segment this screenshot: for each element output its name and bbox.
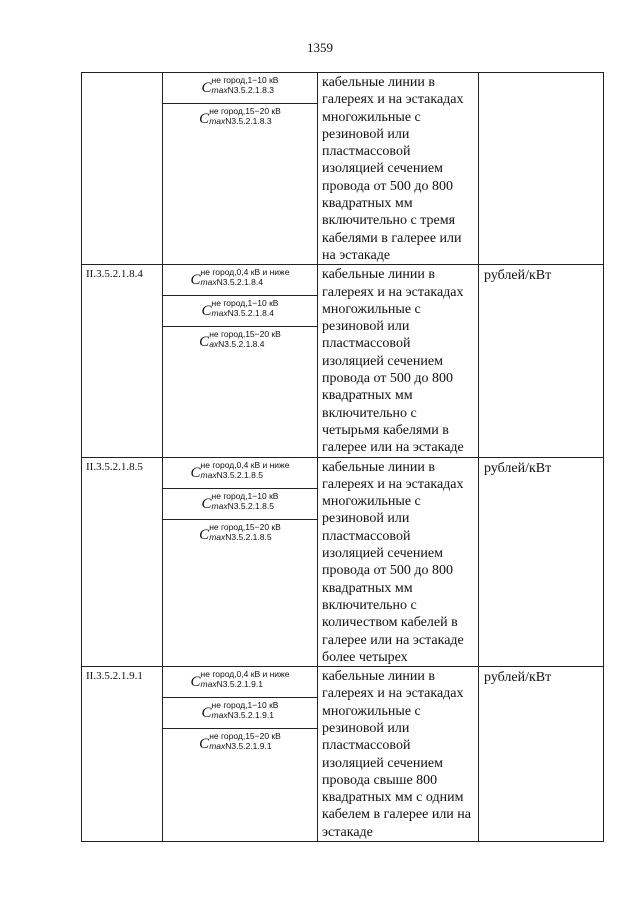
rate-formula [163, 73, 317, 104]
formula-subscript: maxN3.5.2.1.9.1 [209, 741, 272, 752]
formula-superscript: не город,1−10 кВ [211, 298, 279, 309]
row-description: кабельные линии в галереях и на эстакадах многожильные с резиновой или пластмассовой изоляцией сечением провода от 500 до 800 квадратных мм включительно с тремя кабелями в галерее или на эстакаде [318, 73, 479, 265]
formula-subscript: maxN3.5.2.1.8.5 [200, 469, 263, 480]
formula-symbol: C [199, 526, 210, 543]
rate-formula [163, 489, 317, 520]
formula-superscript: не город,0,4 кВ и ниже [200, 459, 290, 470]
formula-subscript: maxN3.5.2.1.8.3 [211, 85, 274, 95]
formula-symbol: C [190, 674, 201, 691]
formula-superscript: не город,1−10 кВ [211, 490, 279, 501]
formula-symbol: C [190, 272, 201, 289]
table-row [82, 73, 604, 265]
row-description: кабельные линии в галереях и на эстакадах многожильные с резиновой или пластмассовой изоляцией сечением провода от 500 до 800 квадратных мм включительно с четырьмя кабелями в галерее или на эстакаде [318, 265, 479, 457]
tariff-table [81, 72, 604, 842]
table-row [82, 457, 604, 667]
formula-subscript: maxN3.5.2.1.8.5 [211, 500, 274, 511]
row-unit [479, 73, 604, 265]
formula-subscript: maxN3.5.2.1.9.1 [200, 679, 263, 690]
rate-formula [163, 520, 317, 551]
formula-superscript: не город,15−20 кВ [209, 106, 281, 116]
formula-subscript: maxN3.5.2.1.8.5 [209, 531, 272, 542]
row-unit: рублей/кВт [479, 457, 604, 667]
formula-symbol: C [201, 80, 212, 96]
rate-formula [163, 667, 317, 698]
formula-superscript: не город,15−20 кВ [209, 521, 281, 532]
formula-cell [163, 265, 318, 457]
formula-symbol: C [201, 303, 212, 320]
row-description: кабельные линии в галереях и на эстакадах многожильные с резиновой или пластмассовой изоляцией сечением провода от 500 до 800 квадратных мм включительно с количеством кабелей в галерее или на эстакаде более четырех [318, 457, 479, 667]
formula-symbol: C [199, 111, 210, 127]
formula-cell [163, 457, 318, 667]
rate-formula [163, 327, 317, 358]
row-code: II.3.5.2.1.8.5 [82, 457, 163, 667]
formula-subscript: maxN3.5.2.1.9.1 [211, 710, 274, 721]
formula-subscript: maxN3.5.2.1.8.4 [211, 308, 274, 319]
formula-cell [163, 667, 318, 842]
row-unit: рублей/кВт [479, 265, 604, 457]
rate-formula [163, 104, 317, 135]
formula-superscript: не город,1−10 кВ [211, 75, 279, 85]
rate-formula [163, 296, 317, 327]
formula-subscript: maxN3.5.2.1.8.3 [209, 116, 272, 126]
row-code: II.3.5.2.1.8.4 [82, 265, 163, 457]
rate-formula [163, 265, 317, 296]
formula-symbol: C [201, 495, 212, 512]
row-code: II.3.5.2.1.9.1 [82, 667, 163, 842]
formula-symbol: C [201, 705, 212, 722]
formula-subscript: axN3.5.2.1.8.4 [209, 339, 265, 350]
row-code [82, 73, 163, 265]
formula-superscript: не город,0,4 кВ и ниже [200, 669, 290, 680]
rate-formula [163, 458, 317, 489]
table-row [82, 667, 604, 842]
table-row [82, 265, 604, 457]
formula-superscript: не город,15−20 кВ [209, 329, 281, 340]
formula-superscript: не город,0,4 кВ и ниже [200, 267, 290, 278]
row-unit: рублей/кВт [479, 667, 604, 842]
formula-cell [163, 73, 318, 265]
formula-symbol: C [199, 736, 210, 753]
formula-superscript: не город,15−20 кВ [209, 731, 281, 742]
rate-formula [163, 698, 317, 729]
formula-symbol: C [190, 464, 201, 481]
page-number: 1359 [307, 40, 333, 55]
rate-formula [163, 729, 317, 760]
row-description: кабельные линии в галереях и на эстакадах многожильные с резиновой или пластмассовой изоляцией сечением провода свыше 800 квадратных мм с одним кабелем в галерее или на эстакаде [318, 667, 479, 842]
formula-symbol: C [199, 334, 210, 351]
formula-subscript: maxN3.5.2.1.8.4 [200, 277, 263, 288]
formula-superscript: не город,1−10 кВ [211, 700, 279, 711]
